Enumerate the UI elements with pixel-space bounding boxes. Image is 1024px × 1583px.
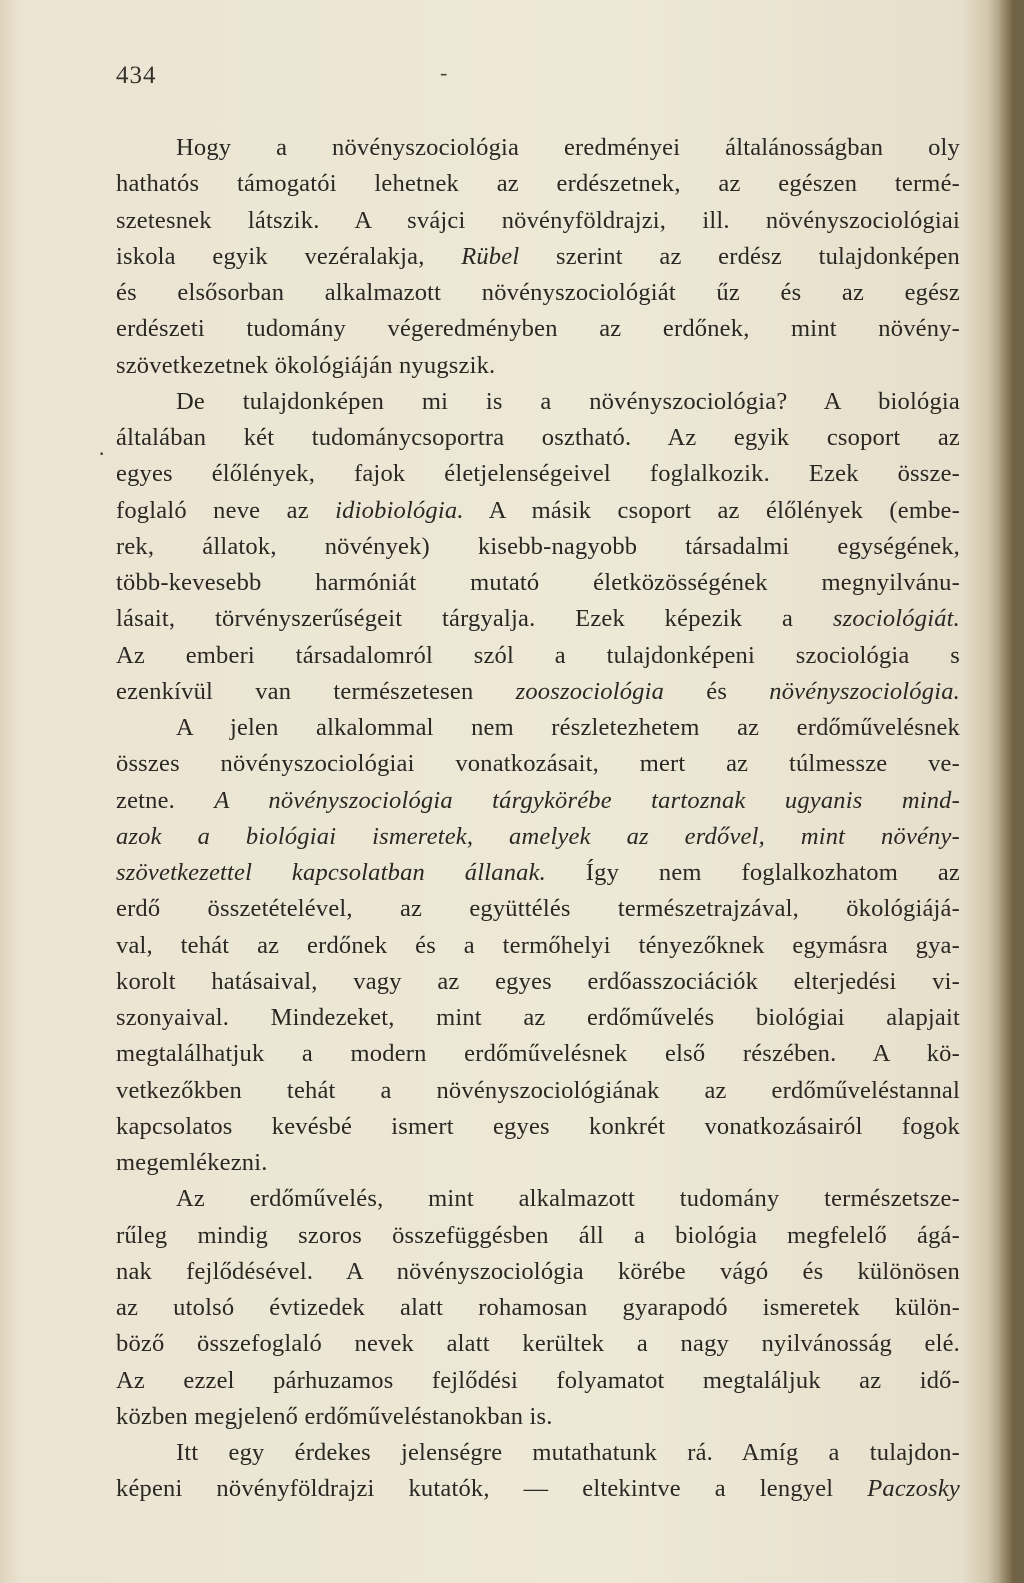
text-segment: és elsősorban alkalmazott növényszociológiát űz és az egész	[116, 279, 960, 306]
text-segment: De tulajdonképen mi is a növényszociológia? A biológia	[176, 387, 960, 415]
text-line	[116, 1000, 960, 1036]
italic-text: idiobiológia.	[335, 496, 464, 524]
text-segment: képeni növényföldrajzi kutatók, — eltekintve a lengyel	[116, 1475, 868, 1503]
text-segment: rűleg mindig szoros összefüggésben áll a biológia megfelelő ágá-	[116, 1221, 960, 1249]
italic-text: növényszociológia.	[769, 677, 960, 705]
text-segment: és	[664, 677, 770, 705]
text-segment: megemlékezni.	[116, 1149, 268, 1176]
text-segment: böző összefoglaló nevek alatt kerültek a nagy nyilvánosság elé.	[116, 1330, 960, 1358]
text-segment: kapcsolatos kevésbé ismert egyes konkrét vonatkozásairól fogok	[116, 1112, 960, 1140]
text-line	[116, 1145, 960, 1181]
text-segment: val, tehát az erdőnek és a termőhelyi tényezőknek egymásra gya-	[116, 931, 960, 959]
text-segment: korolt hatásaival, vagy az egyes erdőasszociációk elterjedési vi-	[116, 967, 960, 995]
text-line	[116, 311, 960, 347]
text-line	[116, 493, 960, 529]
text-segment: foglaló neve az	[116, 496, 336, 524]
text-line	[116, 1218, 960, 1254]
text-segment: Az ezzel párhuzamos fejlődési folyamatot megtaláljuk az idő-	[116, 1366, 960, 1394]
page-number: 434	[116, 62, 157, 89]
text-line	[116, 601, 960, 637]
text-line	[116, 1471, 960, 1507]
text-segment: több-kevesebb harmóniát mutató életközösségének megnyilvánu-	[116, 569, 960, 596]
text-segment: általában két tudománycsoportra osztható. Az egyik csoport az	[116, 424, 960, 451]
binding-shadow	[988, 0, 1024, 1583]
text-segment: nak fejlődésével. A növényszociológia körébe vágó és különösen	[116, 1257, 960, 1285]
text-segment: rek, állatok, növények) kisebb-nagyobb társadalmi egységének,	[116, 532, 960, 560]
text-segment: ezenkívül van természetesen	[116, 677, 516, 705]
text-segment: A jelen alkalommal nem részletezhetem az erdőművelésnek	[176, 714, 960, 741]
text-segment: összes növényszociológiai vonatkozásait, mert az túlmessze ve-	[116, 750, 960, 778]
text-segment: szonyaival. Mindezeket, mint az erdőművelés biológiai alapjait	[116, 1004, 960, 1031]
text-line	[116, 1290, 960, 1326]
text-line	[116, 1181, 960, 1217]
text-line	[116, 275, 960, 311]
text-line	[116, 1435, 960, 1471]
header-mark: -	[440, 60, 448, 85]
text-segment: közben megjelenő erdőműveléstanokban is.	[116, 1402, 553, 1430]
text-line	[116, 1399, 960, 1435]
italic-text: szociológiát.	[832, 605, 960, 633]
italic-text: A növényszociológia tárgykörébe tartoznak ugyanis mind-	[214, 786, 960, 814]
text-segment: hathatós támogatói lehetnek az erdészetnek, az egészen termé-	[116, 170, 960, 198]
text-segment: erdészeti tudomány végeredményben az erdőnek, mint növény-	[116, 315, 960, 343]
text-line	[116, 203, 960, 239]
text-line	[116, 710, 960, 746]
text-segment: vetkezőkben tehát a növényszociológiának az erdőműveléstannal	[116, 1076, 960, 1104]
text-line	[116, 638, 960, 674]
italic-text: Paczosky	[867, 1475, 960, 1503]
text-line	[116, 1326, 960, 1362]
text-line	[116, 529, 960, 565]
text-line	[116, 891, 960, 927]
text-line	[116, 384, 960, 420]
text-line	[116, 456, 960, 492]
text-segment: Hogy a növényszociológia eredményei általánosságban oly	[176, 134, 960, 161]
text-line	[116, 855, 960, 891]
text-line	[116, 420, 960, 456]
text-segment: egyes élőlények, fajok életjelenségeivel foglalkozik. Ezek össze-	[116, 460, 960, 488]
text-segment: megtalálhatjuk a modern erdőművelésnek első részében. A kö-	[116, 1040, 960, 1068]
text-segment: Itt egy érdekes jelenségre mutathatunk rá. Amíg a tulajdon-	[176, 1439, 960, 1466]
text-line	[116, 674, 960, 710]
text-line	[116, 928, 960, 964]
text-line	[116, 565, 960, 601]
text-line	[116, 783, 960, 819]
text-segment: szerint az erdész tulajdonképen	[519, 242, 960, 270]
text-line	[116, 1073, 960, 1109]
text-segment: az utolsó évtizedek alatt rohamosan gyarapodó ismeretek külön-	[116, 1294, 960, 1321]
text-line	[116, 819, 960, 855]
text-line	[116, 1109, 960, 1145]
text-segment: Az emberi társadalomról szól a tulajdonképeni szociológia s	[116, 641, 960, 669]
text-line	[116, 1363, 960, 1399]
text-line	[116, 964, 960, 1000]
text-line	[116, 348, 960, 384]
text-line	[116, 1254, 960, 1290]
italic-text: azok a biológiai ismeretek, amelyek az erdővel, mint növény-	[116, 822, 960, 850]
text-segment: Az erdőművelés, mint alkalmazott tudomány természetsze-	[176, 1185, 960, 1213]
italic-text: Rübel	[461, 242, 520, 270]
italic-text: zooszociológia	[515, 677, 665, 705]
text-segment: lásait, törvényszerűségeit tárgyalja. Ezek képezik a	[116, 605, 833, 633]
text-segment: A másik csoport az élőlények (embe-	[463, 496, 960, 524]
margin-mark: ·	[98, 441, 106, 466]
text-line	[116, 1036, 960, 1072]
text-segment: iskola egyik vezéralakja,	[116, 242, 462, 270]
text-line	[116, 239, 960, 275]
text-line	[116, 166, 960, 202]
text-segment: zetne.	[116, 786, 215, 814]
text-line	[116, 130, 960, 166]
text-line	[116, 746, 960, 782]
text-segment: szetesnek látszik. A svájci növényföldrajzi, ill. növényszociológiai	[116, 206, 960, 234]
text-segment: erdő összetételével, az együttélés természetrajzával, ökológiájá-	[116, 895, 960, 923]
body-text	[116, 130, 960, 1508]
text-segment: Így nem foglalkozhatom az	[546, 859, 960, 886]
italic-text: szövetkezettel kapcsolatban állanak.	[116, 859, 546, 886]
text-segment: szövetkezetnek ökológiáján nyugszik.	[116, 351, 496, 379]
